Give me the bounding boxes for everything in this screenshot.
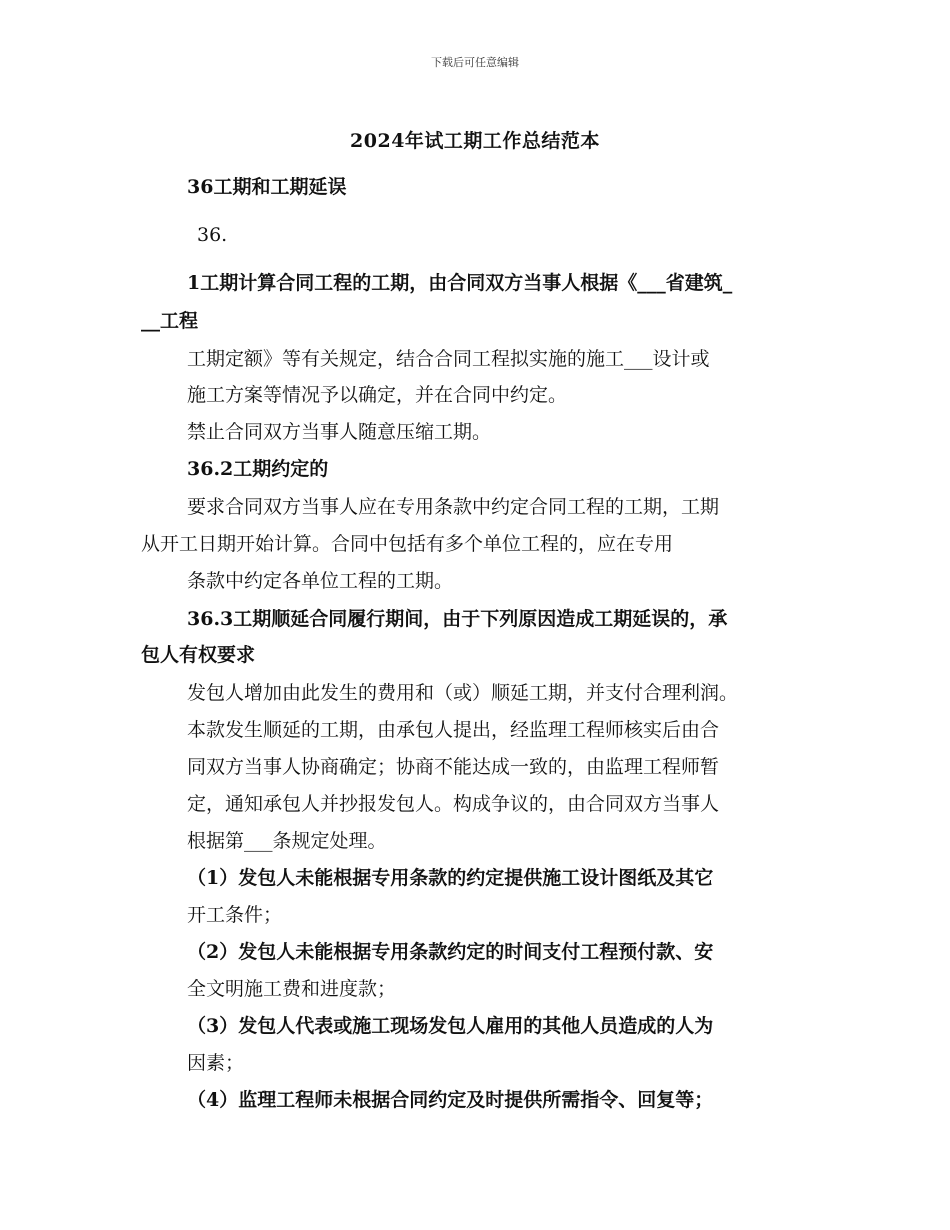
paragraph-line: 根据第___条规定处理。 <box>187 830 387 852</box>
section-number: 36. <box>197 224 228 246</box>
list-item-continuation: 开工条件； <box>187 904 283 926</box>
paragraph-line: 条款中约定各单位工程的工期。 <box>187 570 454 592</box>
document-title: 2024年试工期工作总结范本 <box>350 130 600 152</box>
list-item: （3）发包人代表或施工现场发包人雇用的其他人员造成的人为 <box>187 1015 714 1037</box>
paragraph-line: __工程 <box>141 310 199 332</box>
section-heading: 36工期和工期延误 <box>187 176 347 198</box>
paragraph-line: 同双方当事人协商确定；协商不能达成一致的，由监理工程师暂 <box>187 756 720 778</box>
list-item-continuation: 因素； <box>187 1052 245 1074</box>
paragraph-line: 要求合同双方当事人应在专用条款中约定合同工程的工期，工期 <box>187 496 720 518</box>
paragraph-line: 1工期计算合同工程的工期，由合同双方当事人根据《___省建筑_ <box>187 272 733 294</box>
subsection-heading: 36.3工期顺延合同履行期间，由于下列原因造成工期延误的，承 <box>187 608 728 630</box>
subsection-heading: 包人有权要求 <box>141 644 256 666</box>
list-item: （2）发包人未能根据专用条款约定的时间支付工程预付款、安 <box>187 941 714 963</box>
paragraph-line: 发包人增加由此发生的费用和（或）顺延工期，并支付合理利润。 <box>187 682 739 704</box>
paragraph-line: 定，通知承包人并抄报发包人。构成争议的，由合同双方当事人 <box>187 793 720 815</box>
list-item: （4）监理工程师未根据合同约定及时提供所需指令、回复等； <box>187 1089 714 1111</box>
paragraph-line: 施工方案等情况予以确定，并在合同中约定。 <box>187 384 568 406</box>
list-item: （1）发包人未能根据专用条款的约定提供施工设计图纸及其它 <box>187 867 714 889</box>
header-note: 下载后可任意编辑 <box>431 56 519 69</box>
paragraph-line: 从开工日期开始计算。合同中包括有多个单位工程的，应在专用 <box>141 533 674 555</box>
paragraph-line: 本款发生顺延的工期，由承包人提出，经监理工程师核实后由合 <box>187 719 720 741</box>
list-item-continuation: 全文明施工费和进度款； <box>187 978 397 1000</box>
subsection-heading: 36.2工期约定的 <box>187 458 329 480</box>
paragraph-line: 禁止合同双方当事人随意压缩工期。 <box>187 421 492 443</box>
paragraph-line: 工期定额》等有关规定，结合合同工程拟实施的施工___设计或 <box>187 348 710 370</box>
